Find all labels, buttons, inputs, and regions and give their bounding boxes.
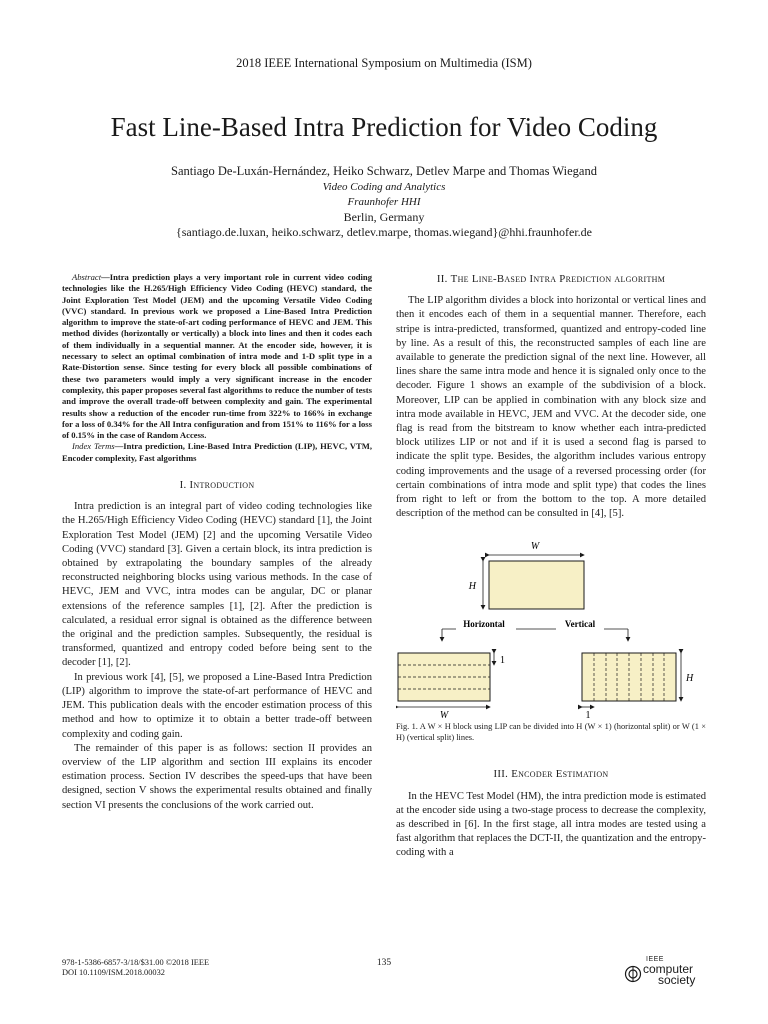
- logo-computer-text: computer: [643, 962, 694, 976]
- conference-name: 2018 IEEE International Symposium on Multimedia (ISM): [236, 56, 532, 70]
- lip-paragraph-1: The LIP algorithm divides a block into horizontal or vertical lines and then it encodes each of them in a sequential manner. Therefore, each stripe is intra-predicted, transformed, quantized and entropy-coded line by line. As a result of this, the reconstructed samples of each line are available to generate the prediction signal of the next line. However, all lines share the same intra mode and hence it is signaled only once to the decoder. Figure 1 shows an example of the subdivision of a block. Moreover, LIP can be applied in combination with any block size and intra mode available in HEVC, JEM and VVC. At the decoder side, one flag is read from the bitstream to know whether each intra-predicted block utilizes LIP or not and if it is used a second flag is parsed to indicate the split type. Besides, the algorithm includes various entropy coding improvements and the usage of a reversed processing order (for certain combinations of intra mode and split type) that codes the lines from right to left or from the bottom to the top. A more detailed description of the method can be consulted in [4], [5].: [396, 295, 706, 520]
- author-emails: {santiago.de.luxan, heiko.schwarz, detlev.marpe, thomas.wiegand}@hhi.fraunhofer.de: [176, 225, 592, 239]
- figure-1-caption: Fig. 1. A W × H block using LIP can be divided into H (W × 1) (horizontal split) or W (1 × H) (vertical split) lines.: [396, 722, 706, 743]
- computer-society-icon: [624, 965, 642, 983]
- abstract: [62, 272, 372, 441]
- section-2-number: II.: [436, 273, 448, 285]
- label-one-v: 1: [585, 710, 591, 720]
- index-terms-label: Index Terms: [72, 441, 115, 452]
- author-block: [0, 164, 768, 240]
- section-3-title: Encoder Estimation: [511, 768, 609, 781]
- abstract-label: Abstract: [72, 272, 102, 282]
- paper-title: Fast Line-Based Intra Prediction for Video Coding: [110, 112, 658, 142]
- affiliation-dept: Video Coding and Analytics: [322, 181, 446, 193]
- label-one-h: 1: [500, 655, 505, 667]
- abstract-text: —Intra prediction plays a very important role in current video coding technologies like the H.265/High Efficiency Video Coding (HEVC) standard, the Joint Exploration Test Model (JEM) and the upcoming Versatile Video Coding (VVC) standard. In previous work we proposed a Line-Based Intra Prediction algorithm to improve the state-of-art coding performance of HEVC and JEM. This method divides (horizontally or vertically) a block into lines and then it codes each of them individually in a sequential manner. At the encoder side, however, it is necessary to select an optimal combination of intra mode and 1-D split type in a Rate-Distortion sense. Since testing for every block all possible combinations of these two parameters would imply a very significant increase in the encoder complexity, this paper proposes several fast algorithms to reduce the number of tests and improve the overall trade-off between complexity and gain. The experimental results show a reduction of the encoder run-time from 322% to 166% in exchange for a loss of 0.34% for the All Intra configuration and from 151% to 116% for a loss of 0.15% in the case of Random Access.: [62, 272, 372, 441]
- section-2-title: The Line-Based Intra Prediction algorithm: [450, 273, 666, 285]
- encoder-paragraph-1: In the HEVC Test Model (HM), the intra prediction mode is estimated at the encoder side using a two-stage process to decrease the complexity, as described in [6]. In the first stage, all intra modes are tested using a fast algorithm that replaces the DCT-II, the quantization and the entropy-coding with a: [396, 790, 706, 859]
- logo-ieee-text: IEEE: [646, 956, 664, 963]
- section-1-title: Introduction: [189, 479, 255, 492]
- footer-doi: DOI 10.1109/ISM.2018.00032: [62, 968, 165, 977]
- section-heading-lip: [396, 272, 706, 286]
- page-number: 135: [376, 958, 392, 968]
- block-original: [489, 561, 584, 609]
- author-location: Berlin, Germany: [343, 210, 425, 224]
- right-column: [396, 272, 706, 861]
- section-heading-encoder: [396, 767, 706, 781]
- index-terms: [62, 441, 372, 464]
- intro-paragraph-3: The remainder of this paper is as follows: section II provides an overview of the LIP algorithm and section III explains its encoder estimation process. Section IV describes the speed-ups that have been designed, section V shows the experimental results obtained and finally section VI presents the conclusions of the work carried out.: [62, 742, 372, 811]
- label-w-top: W: [530, 541, 540, 553]
- computer-society-logo: [624, 957, 706, 989]
- author-names: Santiago De-Luxán-Hernández, Heiko Schwarz, Detlev Marpe and Thomas Wiegand: [171, 164, 597, 178]
- section-1-number: I.: [179, 479, 187, 492]
- label-w-bottom: W: [439, 710, 449, 720]
- logo-society-text: society: [658, 973, 696, 987]
- label-horizontal: Horizontal: [463, 619, 505, 630]
- figure-1-diagram: [396, 537, 706, 719]
- affiliation-org: Fraunhofer HHI: [347, 196, 421, 208]
- label-vertical: Vertical: [564, 619, 596, 630]
- intro-paragraph-1: Intra prediction is an integral part of video coding technologies like the H.265/High Efficiency Video Coding (HEVC) standard [1], the Joint Exploration Test Model (JEM) [2] and the upcoming Versatile Video Coding (VVC) standard [3]. Given a certain block, its intra prediction is obtained by extrapolating the boundary samples of the already reconstructed neighboring blocks using various methods. In the case of HEVC, JEM and VVC, intra modes can be angular, DC or planar extensions of the reference samples [1], [2]. After the prediction is calculated, a residual error signal is obtained as the difference between the original and the prediction samples. Subsequently, the residual is transformed, quantized and entropy coded before being sent to the decoder [1], [2].: [62, 501, 372, 669]
- label-h-right: H: [686, 673, 694, 685]
- section-heading-introduction: [62, 478, 372, 492]
- intro-paragraph-2: In previous work [4], [5], we proposed a Line-Based Intra Prediction (LIP) algorithm to improve the state-of-art performance of HEVC and JEM. This publication deals with the encoder estimation process of this method and how to optimize it to obtain a better trade-off between complexity and coding gain.: [62, 671, 372, 740]
- label-h-left: H: [468, 581, 476, 593]
- figure-1: [396, 537, 706, 719]
- footer-isbn: 978-1-5386-6857-3/18/$31.00 ©2018 IEEE: [62, 958, 210, 967]
- index-terms-text: —Intra prediction, Line-Based Intra Prediction (LIP), HEVC, VTM, Encoder complexity, Fast algorithms: [62, 441, 372, 463]
- section-3-number: III.: [493, 768, 509, 781]
- left-column: [62, 272, 372, 813]
